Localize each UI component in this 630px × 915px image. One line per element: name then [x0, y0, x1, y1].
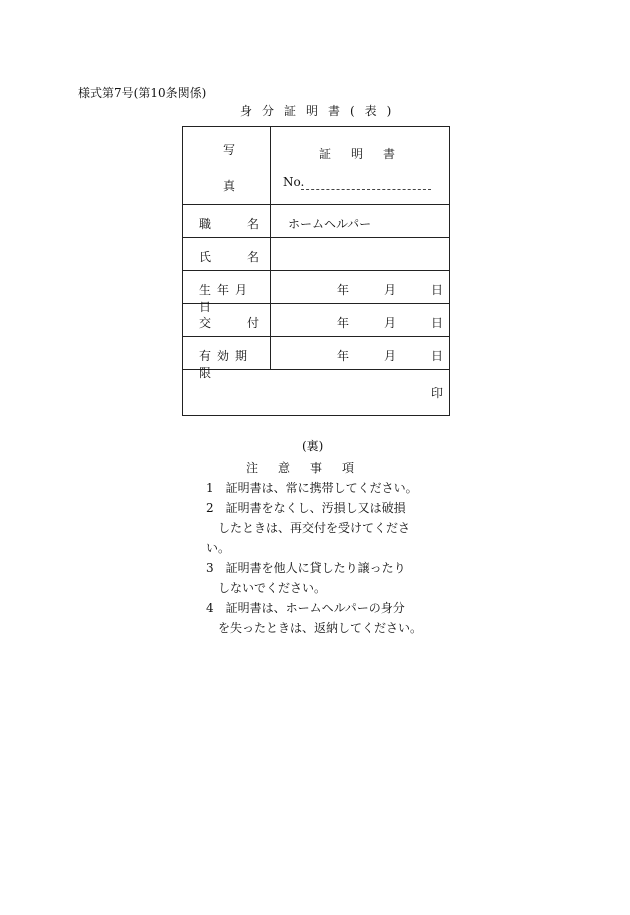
occupation-label-a: 職 [199, 217, 212, 231]
name-value-cell [271, 238, 450, 271]
occupation-row [183, 205, 450, 238]
birthdate-value-cell [271, 271, 450, 304]
name-label-a: 氏 [199, 250, 212, 264]
name-row [183, 238, 450, 271]
photo-label-bottom: 真 [223, 179, 236, 193]
occupation-label-cell [183, 205, 271, 238]
birthdate-year-unit: 年 [337, 283, 350, 297]
validity-value-cell [271, 337, 450, 370]
certificate-header-cell [271, 127, 450, 205]
certificate-number-line [301, 189, 431, 190]
validity-year-unit: 年 [337, 349, 350, 363]
note-line: い。 [206, 541, 231, 555]
issued-row [183, 304, 450, 337]
birthdate-day-unit: 日 [431, 283, 444, 297]
form-number-label: 様式第7号(第10条関係) [78, 86, 207, 100]
issued-month-unit: 月 [384, 316, 397, 330]
issued-label-cell [183, 304, 271, 337]
notes-title: 注意事項 [246, 461, 375, 475]
photo-label-top: 写 [223, 143, 236, 157]
issued-value-cell [271, 304, 450, 337]
name-label-cell [183, 238, 271, 271]
validity-label: 有効期限 [199, 349, 254, 380]
occupation-value: ホームヘルパー [288, 217, 372, 231]
note-line: 4 証明書は、ホームヘルパーの身分 [206, 601, 405, 615]
front-title: 身分証明書(表) [240, 104, 402, 118]
issued-label-a: 交 [199, 316, 212, 330]
birthdate-month-unit: 月 [384, 283, 397, 297]
issued-label-b: 付 [247, 316, 260, 330]
issued-day-unit: 日 [431, 316, 444, 330]
issued-year-unit: 年 [337, 316, 350, 330]
note-line: 2 証明書をなくし、汚損し又は破損 [206, 501, 406, 515]
note-line: を失ったときは、返納してください。 [206, 621, 423, 635]
birthdate-row [183, 271, 450, 304]
id-card-table [182, 126, 450, 416]
validity-row [183, 337, 450, 370]
certificate-number-label: No. [283, 175, 305, 189]
validity-day-unit: 日 [431, 349, 444, 363]
validity-month-unit: 月 [384, 349, 397, 363]
certificate-title: 証明書 [319, 147, 416, 161]
seal-mark: 印 [430, 386, 443, 400]
birthdate-label: 生年月日 [199, 283, 254, 314]
occupation-label-b: 名 [247, 217, 260, 231]
note-line: しないでください。 [206, 581, 327, 595]
note-line: 1 証明書は、常に携帯してください。 [206, 481, 418, 495]
photo-cell [183, 127, 271, 205]
seal-cell [183, 370, 450, 416]
name-label-b: 名 [247, 250, 260, 264]
note-line: したときは、再交付を受けてくださ [206, 521, 411, 535]
back-title: (裏) [302, 439, 324, 453]
occupation-value-cell [271, 205, 450, 238]
validity-label-cell [183, 337, 271, 380]
birthdate-label-cell [183, 271, 271, 314]
note-line: 3 証明書を他人に貸したり譲ったり [206, 561, 406, 575]
